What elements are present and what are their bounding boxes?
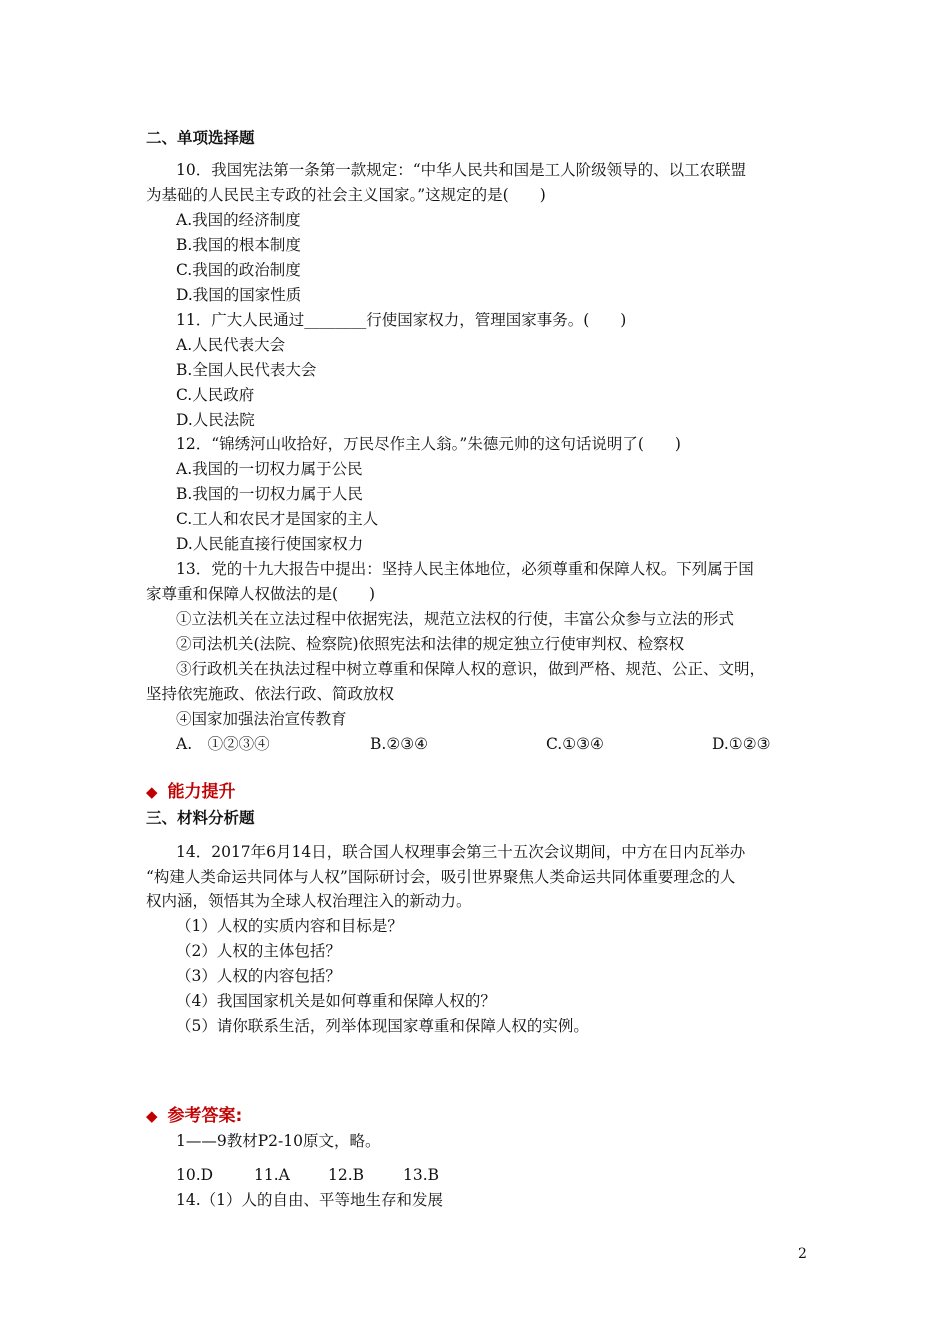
question-10-option-d: D.我国的国家性质 — [176, 286, 302, 304]
answers-heading-text: 参考答案: — [167, 1106, 243, 1126]
question-11-option-c: C.人民政府 — [176, 386, 255, 404]
answer-12: 12.B — [328, 1166, 365, 1184]
question-10-option-c: C.我国的政治制度 — [176, 261, 301, 279]
ability-heading — [146, 782, 236, 802]
question-10-line-2: 为基础的人民民主专政的社会主义国家。”这规定的是( ) — [146, 186, 546, 204]
question-10-option-b: B.我国的根本制度 — [176, 236, 301, 254]
question-11-option-a: A.人民代表大会 — [176, 336, 286, 354]
question-11-option-b: B.全国人民代表大会 — [176, 361, 317, 379]
question-13-item-4: ④国家加强法治宣传教育 — [176, 710, 347, 728]
question-14-sub-4: （4）我国国家机关是如何尊重和保障人权的？ — [176, 992, 496, 1010]
question-14-line-3: 权内涵，领悟其为全球人权治理注入的新动力。 — [146, 892, 472, 910]
question-13-item-3: ③行政机关在执法过程中树立尊重和保障人权的意识，做到严格、规范、公正、文明， — [176, 660, 766, 678]
question-14-sub-3: （3）人权的内容包括？ — [176, 967, 341, 985]
question-14-sub-5: （5）请你联系生活，列举体现国家尊重和保障人权的实例。 — [176, 1017, 589, 1035]
question-13-item-3-continued: 坚持依宪施政、依法行政、简政放权 — [146, 685, 395, 703]
question-14-line-2: “构建人类命运共同体与人权”国际研讨会，吸引世界聚焦人类命运共同体重要理念的人 — [146, 868, 736, 886]
answers-heading — [146, 1106, 242, 1126]
answers-line-3: 14.（1）人的自由、平等地生存和发展 — [176, 1191, 444, 1209]
question-12-option-d: D.人民能直接行使国家权力 — [176, 535, 364, 553]
ability-heading-text: 能力提升 — [167, 782, 236, 802]
question-14-sub-1: （1）人权的实质内容和目标是？ — [176, 917, 403, 935]
diamond-bullet-icon: ◆ — [146, 783, 158, 801]
answer-13: 13.B — [403, 1166, 440, 1184]
question-13-choice-a: A. ①②③④ — [176, 735, 270, 753]
question-13-choice-b: B.②③④ — [370, 735, 429, 753]
question-14-line-1: 14．2017年6月14日，联合国人权理事会第三十五次会议期间，中方在日内瓦举办 — [176, 843, 746, 861]
question-13-choice-d: D.①②③ — [712, 735, 771, 753]
question-13-line-1: 13．党的十九大报告中提出：坚持人民主体地位，必须尊重和保障人权。下列属于国 — [176, 560, 754, 578]
question-10-option-a: A.我国的经济制度 — [176, 211, 301, 229]
question-11-line-1: 11．广大人民通过________行使国家权力，管理国家事务。( ) — [176, 311, 627, 329]
section-heading-single-choice: 二、单项选择题 — [146, 129, 255, 147]
section-heading-material-analysis: 三、材料分析题 — [146, 809, 255, 827]
question-12-option-a: A.我国的一切权力属于公民 — [176, 460, 363, 478]
question-13-line-2: 家尊重和保障人权做法的是( ) — [146, 585, 376, 603]
question-10-line-1: 10．我国宪法第一条第一款规定：“中华人民共和国是工人阶级领导的、以工农联盟 — [176, 161, 747, 179]
page-number: 2 — [798, 1246, 807, 1262]
question-14-sub-2: （2）人权的主体包括？ — [176, 942, 341, 960]
question-13-item-1: ①立法机关在立法过程中依据宪法，规范立法权的行使，丰富公众参与立法的形式 — [176, 610, 735, 628]
diamond-bullet-icon: ◆ — [146, 1107, 158, 1125]
answer-10: 10.D — [176, 1166, 214, 1184]
question-12-option-c: C.工人和农民才是国家的主人 — [176, 510, 379, 528]
question-13-choice-c: C.①③④ — [546, 735, 604, 753]
question-12-option-b: B.我国的一切权力属于人民 — [176, 485, 363, 503]
question-11-option-d: D.人民法院 — [176, 411, 255, 429]
question-12-line-1: 12．“锦绣河山收拾好，万民尽作主人翁。”朱德元帅的这句话说明了( ) — [176, 435, 681, 453]
question-13-item-2: ②司法机关(法院、检察院)依照宪法和法律的规定独立行使审判权、检察权 — [176, 635, 685, 653]
answers-line-1: 1——9教材P2-10原文，略。 — [176, 1132, 381, 1150]
answer-11: 11.A — [254, 1166, 290, 1184]
